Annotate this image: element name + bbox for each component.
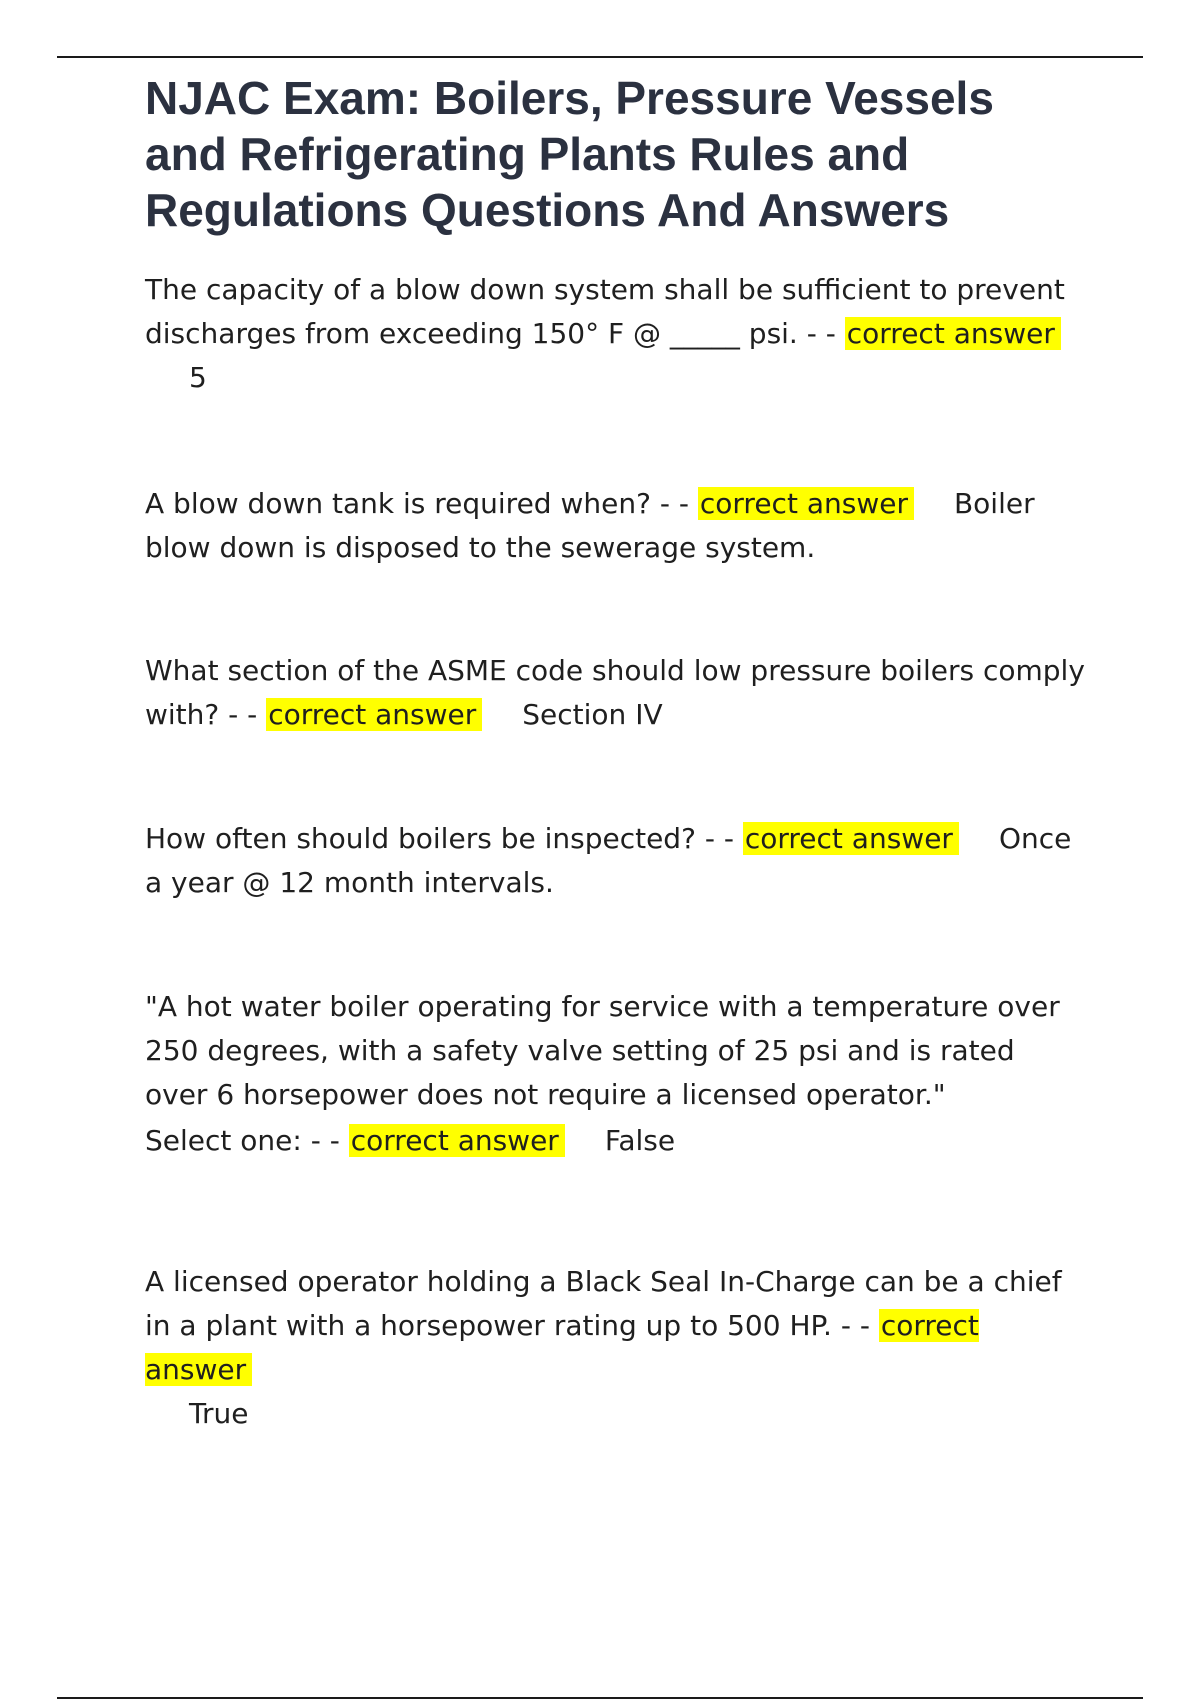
- question-text: A licensed operator holding a Black Seal In-Charge can be a chief in a plant with a horsepower rating up to 500 HP.: [145, 1265, 1062, 1342]
- qa-item-3: [145, 649, 1085, 737]
- qa-item-5: [145, 985, 1085, 1163]
- question-text: A blow down tank is required when?: [145, 487, 651, 520]
- answer-text: Boiler blow down is disposed to the sewerage system.: [145, 487, 1035, 564]
- answer-text: 5: [189, 361, 207, 394]
- document-body: [145, 70, 1085, 1430]
- correct-answer-label: correct answer: [698, 487, 914, 520]
- qa-item-4: [145, 817, 1085, 905]
- correct-answer-label: correct answer: [266, 698, 482, 731]
- top-rule: [57, 56, 1143, 58]
- correct-answer-label: correct answer: [743, 822, 959, 855]
- question-text: What section of the ASME code should low pressure boilers comply with?: [145, 654, 1085, 731]
- separator: - -: [310, 1124, 340, 1157]
- answer-text: False: [604, 1124, 676, 1157]
- document-title: NJAC Exam: Boilers, Pressure Vessels and Refrigerating Plants Rules and Regulations Questions And Answers: [145, 72, 994, 236]
- correct-answer-label: correct answer: [349, 1124, 565, 1157]
- correct-answer-label: correct answer: [145, 1309, 979, 1386]
- separator: - -: [228, 698, 258, 731]
- bottom-rule: [57, 1697, 1143, 1699]
- correct-answer-label: correct answer: [845, 317, 1061, 350]
- answer-text: Once a year @ 12 month intervals.: [145, 822, 1072, 899]
- separator: - -: [840, 1309, 870, 1342]
- answer-text: Section IV: [522, 698, 663, 731]
- qa-item-2: [145, 482, 1085, 570]
- answer-text: True: [189, 1397, 249, 1430]
- separator: - -: [704, 822, 734, 855]
- qa-item-6: [145, 1260, 1085, 1436]
- qa-item-1: [145, 268, 1085, 400]
- separator: - -: [806, 317, 836, 350]
- question-prompt: Select one:: [145, 1124, 302, 1157]
- separator: - -: [659, 487, 689, 520]
- question-text: "A hot water boiler operating for service with a temperature over 250 degrees, with a safety valve setting of 25 psi and is rated over 6 horsepower does not require a licensed operator.": [145, 990, 1060, 1111]
- question-text: How often should boilers be inspected?: [145, 822, 696, 855]
- question-text: The capacity of a blow down system shall be sufficient to prevent discharges from exceeding 150° F @ _____ psi.: [145, 273, 1065, 350]
